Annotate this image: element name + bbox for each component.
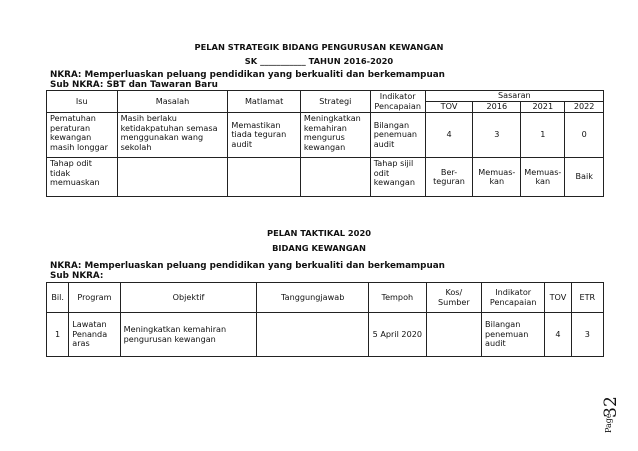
header-strategi: Strategi	[300, 91, 370, 113]
cell-2022: 0	[565, 113, 604, 158]
cell-indikator: Tahap sijil odit kewangan	[370, 158, 425, 197]
cell-program: Lawatan Penanda aras	[69, 313, 120, 357]
header-2016: 2016	[473, 102, 521, 113]
header-isu: Isu	[47, 91, 118, 113]
cell-matlamat: Memastikan tiada teguran audit	[228, 113, 301, 158]
header-indikator: Indikator Pencapaian	[370, 91, 425, 113]
header-2022: 2022	[565, 102, 604, 113]
cell-kos	[426, 313, 481, 357]
strategic-subtitle: SK ___________ TAHUN 2016-2020	[244, 56, 394, 66]
cell-objektif: Meningkatkan kemahiran pengurusan kewangan	[120, 313, 257, 357]
table-row	[47, 313, 604, 357]
cell-2021: 1	[521, 113, 565, 158]
header-tov: TOV	[545, 283, 571, 313]
header-tempoh: Tempoh	[368, 283, 426, 313]
header-masalah: Masalah	[117, 91, 228, 113]
header-kos: Kos/ Sumber	[426, 283, 481, 313]
header-2021: 2021	[521, 102, 565, 113]
tactical-sub-nkra: Sub NKRA:	[50, 271, 104, 281]
cell-masalah: Masih berlaku ketidakpatuhan semasa menggunakan wang sekolah	[117, 113, 228, 158]
cell-bil: 1	[47, 313, 69, 357]
tactical-table	[46, 282, 604, 357]
header-matlamat: Matlamat	[228, 91, 301, 113]
strategic-sub-nkra: Sub NKRA: SBT dan Tawaran Baru	[50, 80, 218, 90]
cell-2022: Baik	[565, 158, 604, 197]
header-indikator: Indikator Pencapaian	[482, 283, 545, 313]
header-etr: ETR	[571, 283, 603, 313]
cell-indikator: Bilangan penemuan audit	[370, 113, 425, 158]
page-number	[602, 395, 622, 445]
cell-tov: 4	[545, 313, 571, 357]
header-sasaran: Sasaran	[425, 91, 603, 102]
page-label: Page	[604, 413, 613, 433]
cell-isu: Tahap odit tidak memuaskan	[47, 158, 118, 197]
cell-tanggungjawab	[257, 313, 369, 357]
cell-tov: 4	[425, 113, 473, 158]
header-bil: Bil.	[47, 283, 69, 313]
cell-tov: Ber-teguran	[425, 158, 473, 197]
header-tanggungjawab: Tanggungjawab	[257, 283, 369, 313]
table-row	[47, 113, 604, 158]
header-program: Program	[69, 283, 120, 313]
table-row	[47, 158, 604, 197]
strategic-nkra: NKRA: Memperluaskan peluang pendidikan yang berkualiti dan berkemampuan	[50, 70, 445, 80]
tactical-nkra: NKRA: Memperluaskan peluang pendidikan yang berkualiti dan berkemampuan	[50, 261, 445, 271]
cell-etr: 3	[571, 313, 603, 357]
tactical-title: PELAN TAKTIKAL 2020	[266, 228, 372, 238]
cell-indikator: Bilangan penemuan audit	[482, 313, 545, 357]
cell-2016: 3	[473, 113, 521, 158]
cell-2021: Memuas-kan	[521, 158, 565, 197]
strategic-table	[46, 90, 604, 197]
page-number-value: 32	[600, 396, 621, 418]
strategic-title: PELAN STRATEGIK BIDANG PENGURUSAN KEWANGAN	[194, 42, 444, 52]
cell-strategi: Meningkatkan kemahiran mengurus kewangan	[300, 113, 370, 158]
cell-isu: Pematuhan peraturan kewangan masih longgar	[47, 113, 118, 158]
cell-2016: Memuas-kan	[473, 158, 521, 197]
tactical-subtitle: BIDANG KEWANGAN	[272, 243, 366, 253]
header-objektif: Objektif	[120, 283, 257, 313]
cell-tempoh: 5 April 2020	[368, 313, 426, 357]
header-tov: TOV	[425, 102, 473, 113]
